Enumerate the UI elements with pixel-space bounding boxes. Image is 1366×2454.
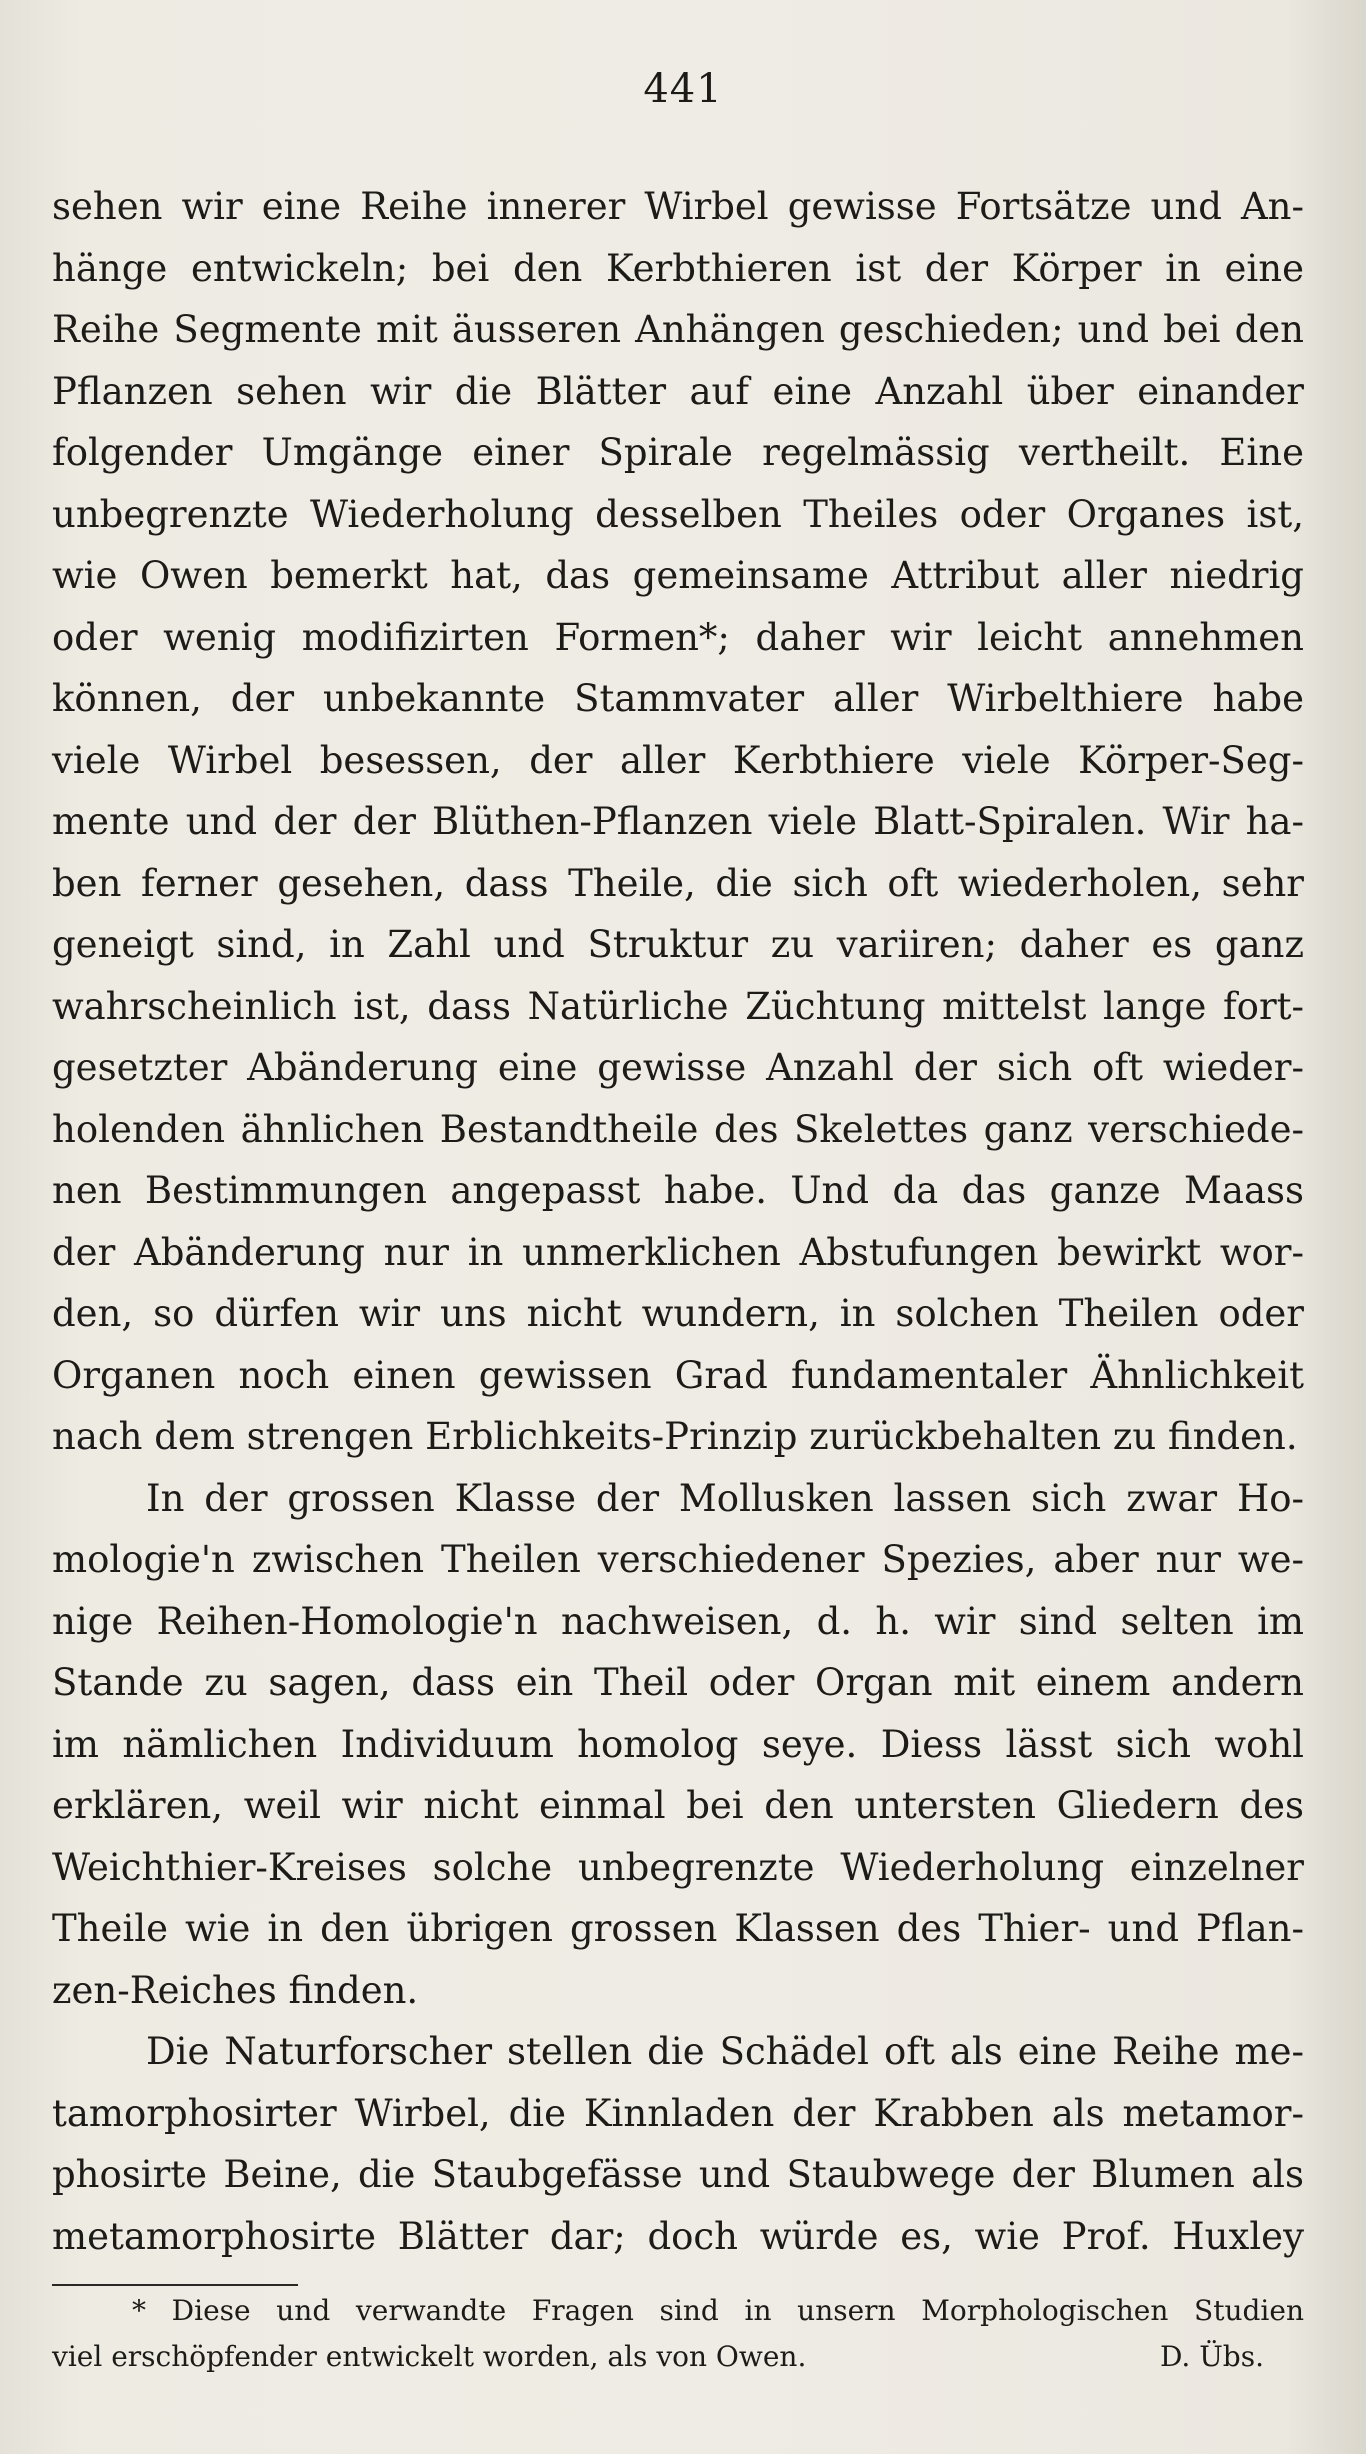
text-line: nige Reihen-Homologie'n nachweisen, d. h. wir sind selten im <box>52 1599 1304 1643</box>
footnote <box>52 2288 1304 2380</box>
text-line: im nämlichen Individuum homolog seye. Diess lässt sich wohl <box>52 1722 1304 1766</box>
text-line: metamorphosirte Blätter dar; doch würde es, wie Prof. Huxley <box>52 2214 1304 2258</box>
text-line: Reihe Segmente mit äusseren Anhängen geschieden; und bei den <box>52 308 1304 351</box>
text-line: viele Wirbel besessen, der aller Kerbthiere viele Körper-Seg- <box>52 738 1304 782</box>
text-line: tamorphosirter Wirbel, die Kinnladen der Krabben als metamor- <box>52 2091 1304 2135</box>
text-line: Die Naturforscher stellen die Schädel oft als eine Reihe me- <box>146 2030 1304 2073</box>
text-line: mologie'n zwischen Theilen verschiedener Spezies, aber nur we- <box>52 1538 1304 1581</box>
text-line: nen Bestimmungen angepasst habe. Und da das ganze Maass <box>52 1169 1304 1212</box>
text-line: holenden ähnlichen Bestandtheile des Skelettes ganz verschiede- <box>52 1107 1304 1151</box>
text-line: sehen wir eine Reihe innerer Wirbel gewisse Fortsätze und An- <box>52 185 1304 228</box>
text-line: Stande zu sagen, dass ein Theil oder Organ mit einem andern <box>52 1661 1304 1704</box>
text-line: können, der unbekannte Stammvater aller Wirbelthiere habe <box>52 677 1304 720</box>
text-line: der Abänderung nur in unmerklichen Abstufungen bewirkt wor- <box>52 1230 1304 1274</box>
text-line: phosirte Beine, die Staubgefässe und Staubwege der Blumen als <box>52 2153 1304 2196</box>
text-line: oder wenig modifizirten Formen*; daher wir leicht annehmen <box>52 615 1304 659</box>
footnote-text: viel erschöpfender entwickelt worden, als von Owen. <box>52 2340 807 2373</box>
footnote-rule <box>52 2284 298 2286</box>
translator-signature: D. Übs. <box>1159 2340 1264 2373</box>
text-line: In der grossen Klasse der Mollusken lassen sich zwar Ho- <box>146 1476 1304 1520</box>
text-line: ben ferner gesehen, dass Theile, die sich oft wiederholen, sehr <box>52 861 1304 905</box>
text-line: geneigt sind, in Zahl und Struktur zu variiren; daher es ganz <box>52 923 1304 966</box>
body-text <box>52 176 1304 2267</box>
text-line: mente und der der Blüthen-Pflanzen viele Blatt-Spiralen. Wir ha- <box>52 800 1304 843</box>
text-line: unbegrenzte Wiederholung desselben Theiles oder Organes ist, <box>52 492 1304 536</box>
footnote-line: * Diese und verwandte Fragen sind in unsern Morphologischen Studien <box>132 2294 1304 2327</box>
text-line: hänge entwickeln; bei den Kerbthieren ist der Körper in eine <box>52 246 1304 290</box>
text-line: gesetzter Abänderung eine gewisse Anzahl der sich oft wieder- <box>52 1046 1304 1089</box>
text-line: folgender Umgänge einer Spirale regelmässig vertheilt. Eine <box>52 431 1304 474</box>
text-line: Pflanzen sehen wir die Blätter auf eine Anzahl über einander <box>52 369 1304 413</box>
page-number: 441 <box>643 66 723 112</box>
text-line: Weichthier-Kreises solche unbegrenzte Wiederholung einzelner <box>52 1845 1304 1889</box>
text-line: nach dem strengen Erblichkeits-Prinzip zurückbehalten zu finden. <box>52 1415 1298 1458</box>
text-line: wie Owen bemerkt hat, das gemeinsame Attribut aller niedrig <box>52 554 1304 597</box>
text-line: Organen noch einen gewissen Grad fundamentaler Ähnlichkeit <box>52 1353 1304 1397</box>
text-line: zen-Reiches finden. <box>52 1968 419 2012</box>
text-line: den, so dürfen wir uns nicht wundern, in solchen Theilen oder <box>52 1292 1304 1335</box>
text-line: wahrscheinlich ist, dass Natürliche Züchtung mittelst lange fort- <box>52 984 1304 1028</box>
footnote-line-2 <box>52 2334 1304 2380</box>
text-line: Theile wie in den übrigen grossen Klassen des Thier- und Pflan- <box>52 1907 1304 1950</box>
text-line: erklären, weil wir nicht einmal bei den untersten Gliedern des <box>52 1784 1304 1827</box>
